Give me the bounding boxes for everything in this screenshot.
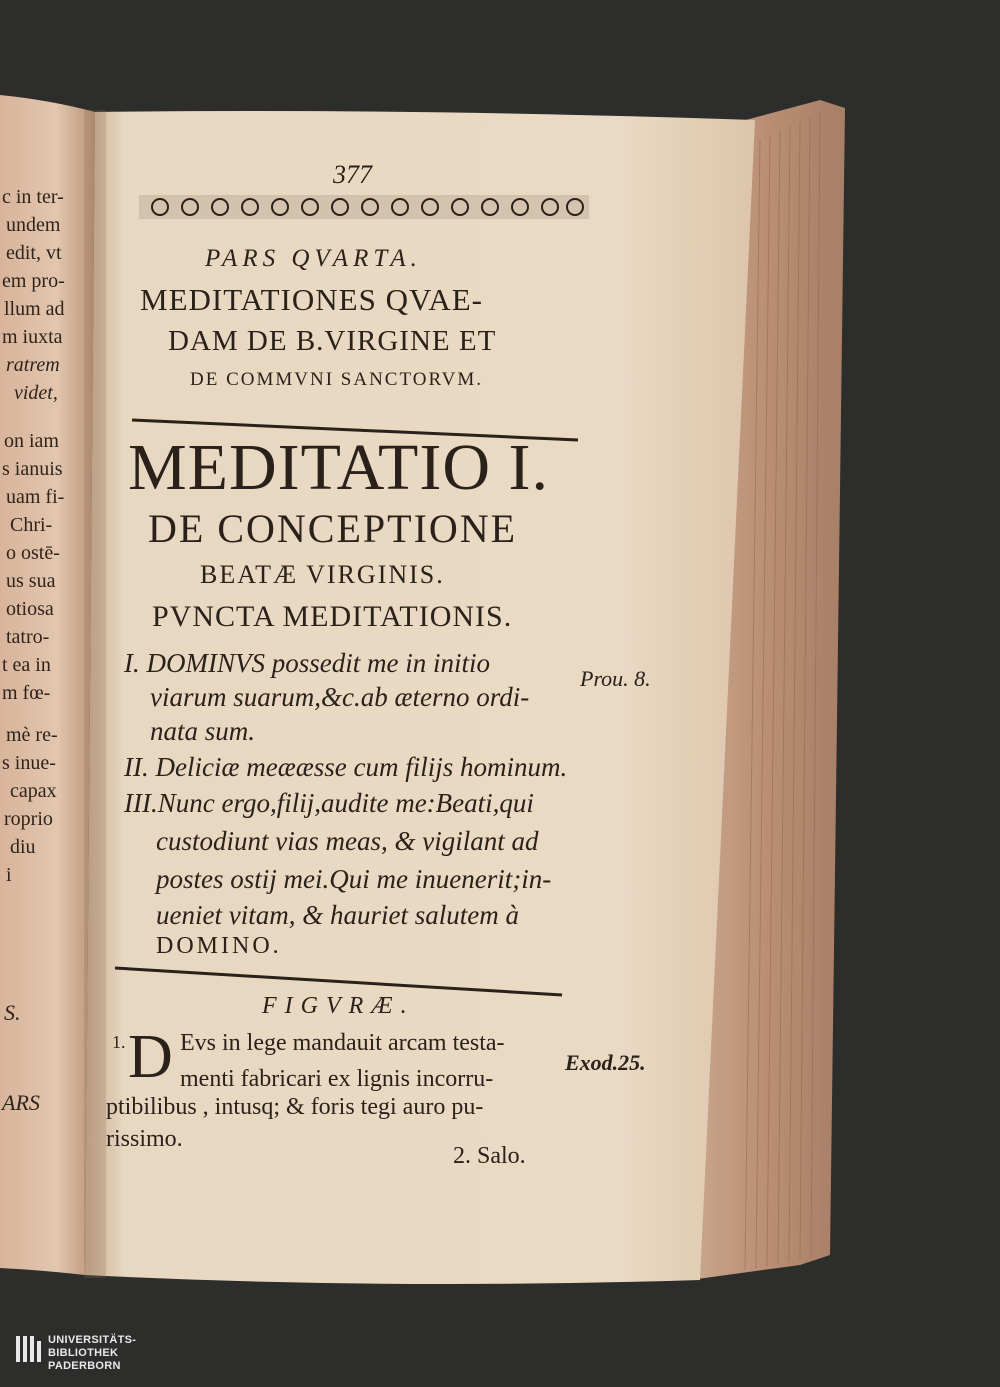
left-page-fragment: roprio — [4, 808, 53, 830]
figurae-heading: FIGVRÆ. — [262, 993, 415, 1019]
left-page-fragment: i — [6, 864, 12, 886]
figura-line: rissimo. — [106, 1126, 183, 1152]
logo-text-line: BIBLIOTHEK — [48, 1347, 119, 1359]
left-page-fragment: S. — [4, 1000, 21, 1025]
left-page-fragment: mè re- — [6, 724, 58, 746]
section-heading-line-1: MEDITATIONES QVAE- — [140, 282, 484, 317]
drop-capital: D — [128, 1023, 173, 1091]
left-page-fragment: m fœ- — [2, 682, 51, 704]
figura-line: Evs in lege mandauit arcam testa- — [180, 1030, 505, 1056]
punctum-line: III.Nunc ergo,filij,audite me:Beati,qui — [124, 788, 534, 818]
folio-number: 377 — [333, 160, 372, 189]
margin-note: Prou. 8. — [580, 666, 651, 691]
margin-note: Exod.25. — [565, 1050, 646, 1075]
puncta-heading: PVNCTA MEDITATIONIS. — [152, 600, 513, 633]
ornament-band — [140, 196, 588, 218]
left-page-fragment: llum ad — [4, 298, 65, 320]
punctum-line: custodiunt vias meas, & vigilant ad — [156, 826, 539, 856]
left-page-fragment: edit, vt — [6, 242, 62, 264]
figura-line: menti fabricari ex lignis incorru- — [180, 1066, 494, 1092]
left-page-fragment: Chri- — [10, 514, 53, 536]
punctum-line: ueniet vitam, & hauriet salutem à — [156, 900, 519, 930]
gutter-shadow — [84, 110, 106, 1278]
left-page-fragment: m iuxta — [2, 326, 63, 348]
punctum-line: II. Deliciæ meææsse cum filijs hominum. — [124, 752, 568, 782]
logo-text-line: UNIVERSITÄTS- — [48, 1334, 137, 1346]
left-page-fragment: otiosa — [6, 598, 54, 620]
punctum-line: viarum suarum,&c.ab æterno ordi- — [150, 682, 530, 712]
figura-line: ptibilibus , intusq; & foris tegi auro pu- — [106, 1094, 484, 1120]
section-heading-line-2: DAM DE B.VIRGINE ET — [168, 325, 497, 357]
left-page-fragment: uam fi- — [6, 486, 65, 508]
section-heading-line-3: DE COMMVNI SANCTORVM. — [190, 369, 483, 390]
left-page-fragment: ARS — [2, 1090, 40, 1115]
left-page-fragment: ratrem — [6, 354, 60, 376]
meditatio-subtitle-1: DE CONCEPTIONE — [148, 506, 518, 551]
punctum-line: DOMINO. — [156, 933, 282, 959]
left-page-fragment: diu — [10, 836, 36, 858]
left-page-fragment: t ea in — [2, 654, 51, 676]
punctum-line: postes ostij mei.Qui me inuenerit;in- — [156, 864, 552, 894]
part-heading: PARS QVARTA. — [205, 245, 422, 272]
figura-number: 1. — [112, 1032, 126, 1052]
logo-text-line: PADERBORN — [48, 1360, 121, 1372]
left-page-fragment: on iam — [4, 430, 59, 452]
punctum-line: nata sum. — [150, 716, 256, 746]
left-page-fragment: s inue- — [2, 752, 56, 774]
left-page-fragment: us sua — [6, 570, 56, 592]
punctum-line: I. DOMINVS possedit me in initio — [124, 648, 490, 678]
left-page-fragment: videt, — [14, 382, 58, 404]
library-logo-mark — [16, 1336, 41, 1362]
meditatio-title: MEDITATIO I. — [128, 431, 549, 504]
left-page-fragment: undem — [6, 214, 61, 236]
left-page-fragment: o ostē- — [6, 542, 60, 564]
left-page-fragment: tatro- — [6, 626, 50, 648]
left-page-fragment: capax — [10, 780, 57, 802]
catchword: 2. Salo. — [453, 1143, 526, 1169]
left-page-fragment: s ianuis — [2, 458, 63, 480]
meditatio-subtitle-2: BEATÆ VIRGINIS. — [200, 560, 445, 589]
left-page-fragment: c in ter- — [2, 186, 64, 208]
left-page-fragment: em pro- — [2, 270, 65, 292]
